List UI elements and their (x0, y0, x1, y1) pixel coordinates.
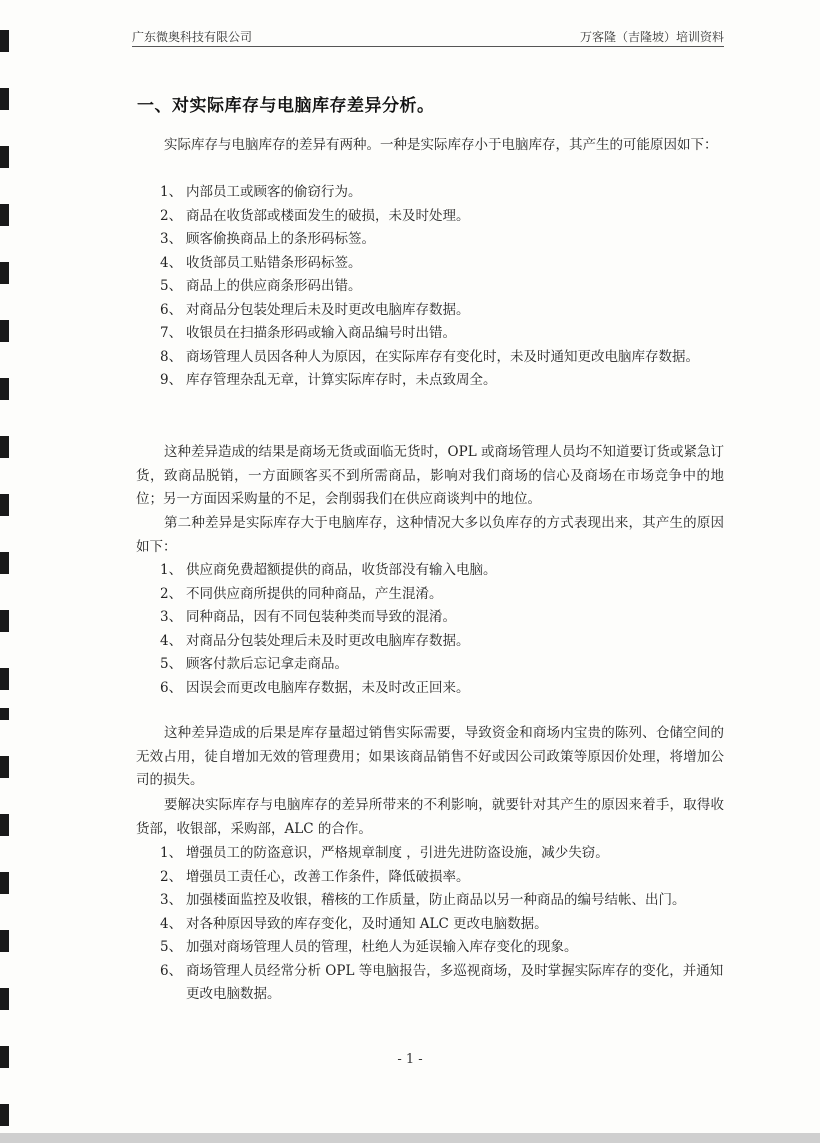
header-company: 广东微奥科技有限公司 (132, 30, 253, 44)
list-item: 9、 库存管理杂乱无章，计算实际库存时，未点致周全。 (160, 372, 497, 388)
list-item: 8、 商场管理人员因各种人为原因，在实际库存有变化时，未及时通知更改电脑库存数据。 (160, 348, 699, 365)
list-item: 3、 顾客偷换商品上的条形码标签。 (160, 231, 375, 247)
list-item: 6、 对商品分包装处理后未及时更改电脑库存数据。 (160, 301, 470, 318)
list-item: 2、 商品在收货部或楼面发生的破损，未及时处理。 (160, 207, 470, 224)
binding-hole (0, 146, 9, 168)
list-item: 4、 对商品分包装处理后未及时更改电脑库存数据。 (160, 632, 470, 649)
scan-bottom-edge (0, 1133, 820, 1143)
list-item: 5、 加强对商场管理人员的管理，杜绝人为延误输入库存变化的现象。 (160, 939, 578, 955)
list-item: 5、 商品上的供应商条形码出错。 (160, 278, 362, 294)
list-item: 6、 商场管理人员经常分析 OPL 等电脑报告，多巡视商场，及时掌握实际库存的变化，并通知更改电脑数据。 (160, 962, 724, 1002)
binding-hole (0, 988, 9, 1010)
binding-hole (0, 930, 9, 952)
list-item: 4、 对各种原因导致的库存变化，及时通知 ALC 更改电脑数据。 (160, 915, 548, 932)
binding-hole (0, 668, 9, 690)
intro-paragraph: 实际库存与电脑库存的差异有两种。一种是实际库存小于电脑库存，其产生的可能原因如下： (164, 137, 718, 153)
list-item: 3、 加强楼面监控及收银，稽核的工作质量，防止商品以另一种商品的编号结帐、出门。 (160, 892, 686, 908)
list-item: 2、 增强员工责任心，改善工作条件，降低破损率。 (160, 868, 470, 885)
cause-list-shortage (160, 181, 725, 393)
list-item: 5、 顾客付款后忘记拿走商品。 (160, 656, 348, 672)
list-item: 6、 因误会而更改电脑库存数据，未及时改正回来。 (160, 679, 470, 696)
list-item: 1、 供应商免费超额提供的商品，收货部没有输入电脑。 (160, 562, 497, 578)
binding-hole (0, 708, 9, 720)
binding-hole (0, 756, 9, 778)
list-item: 1、 增强员工的防盗意识，严格规章制度 ，引进先进防盗设施，减少失窃。 (160, 845, 609, 861)
binding-hole (0, 552, 9, 574)
binding-hole (0, 320, 9, 342)
result-paragraph-shortage: 这种差异造成的结果是商场无货或面临无货时，OPL 或商场管理人员均不知道要订货或紧急订货，致商品脱销，一方面顾客买不到所需商品，影响对我们商场的信心及商场在市场竞争中的地位；另一方面因采购量的不足，会削弱我们在供应商谈判中的地位。 (136, 444, 724, 507)
binding-hole (0, 610, 9, 632)
binding-hole (0, 814, 9, 836)
section-title: 一、对实际库存与电脑库存差异分析。 (137, 96, 435, 116)
binding-holes (0, 0, 14, 1143)
second-case-paragraph: 第二种差异是实际库存大于电脑库存，这种情况大多以负库存的方式表现出来，其产生的原因如下： (136, 515, 724, 555)
list-item: 4、 收货部员工贴错条形码标签。 (160, 254, 362, 271)
binding-hole (0, 872, 9, 894)
list-item: 3、 同种商品，因有不同包装种类而导致的混淆。 (160, 609, 456, 625)
binding-hole (0, 494, 9, 516)
binding-hole (0, 378, 9, 400)
binding-hole (0, 1104, 9, 1126)
list-item: 7、 收银员在扫描条形码或输入商品编号时出错。 (160, 325, 456, 341)
list-item: 2、 不同供应商所提供的同种商品，产生混淆。 (160, 585, 443, 602)
header-doc-title: 万客隆（吉隆坡）培训资料 (579, 30, 724, 44)
binding-hole (0, 88, 9, 110)
list-item: 1、 内部员工或顾客的偷窃行为。 (160, 184, 362, 200)
result-paragraph-surplus: 这种差异造成的后果是库存量超过销售实际需要，导致资金和商场内宝贵的陈列、仓储空间的无效占用，徒自增加无效的管理费用；如果该商品销售不好或因公司政策等原因价处理，将增加公司的损失。 (136, 725, 724, 788)
page-header (132, 26, 724, 47)
solution-list (160, 842, 725, 1007)
binding-hole (0, 30, 9, 52)
binding-hole (0, 204, 9, 226)
solution-paragraph: 要解决实际库存与电脑库存的差异所带来的不利影响，就要针对其产生的原因来着手，取得收货部，收银部，采购部，ALC 的合作。 (136, 797, 724, 837)
binding-hole (0, 262, 9, 284)
cause-list-surplus (160, 559, 725, 700)
binding-hole (0, 436, 9, 458)
page-number: - 1 - (397, 1052, 423, 1067)
